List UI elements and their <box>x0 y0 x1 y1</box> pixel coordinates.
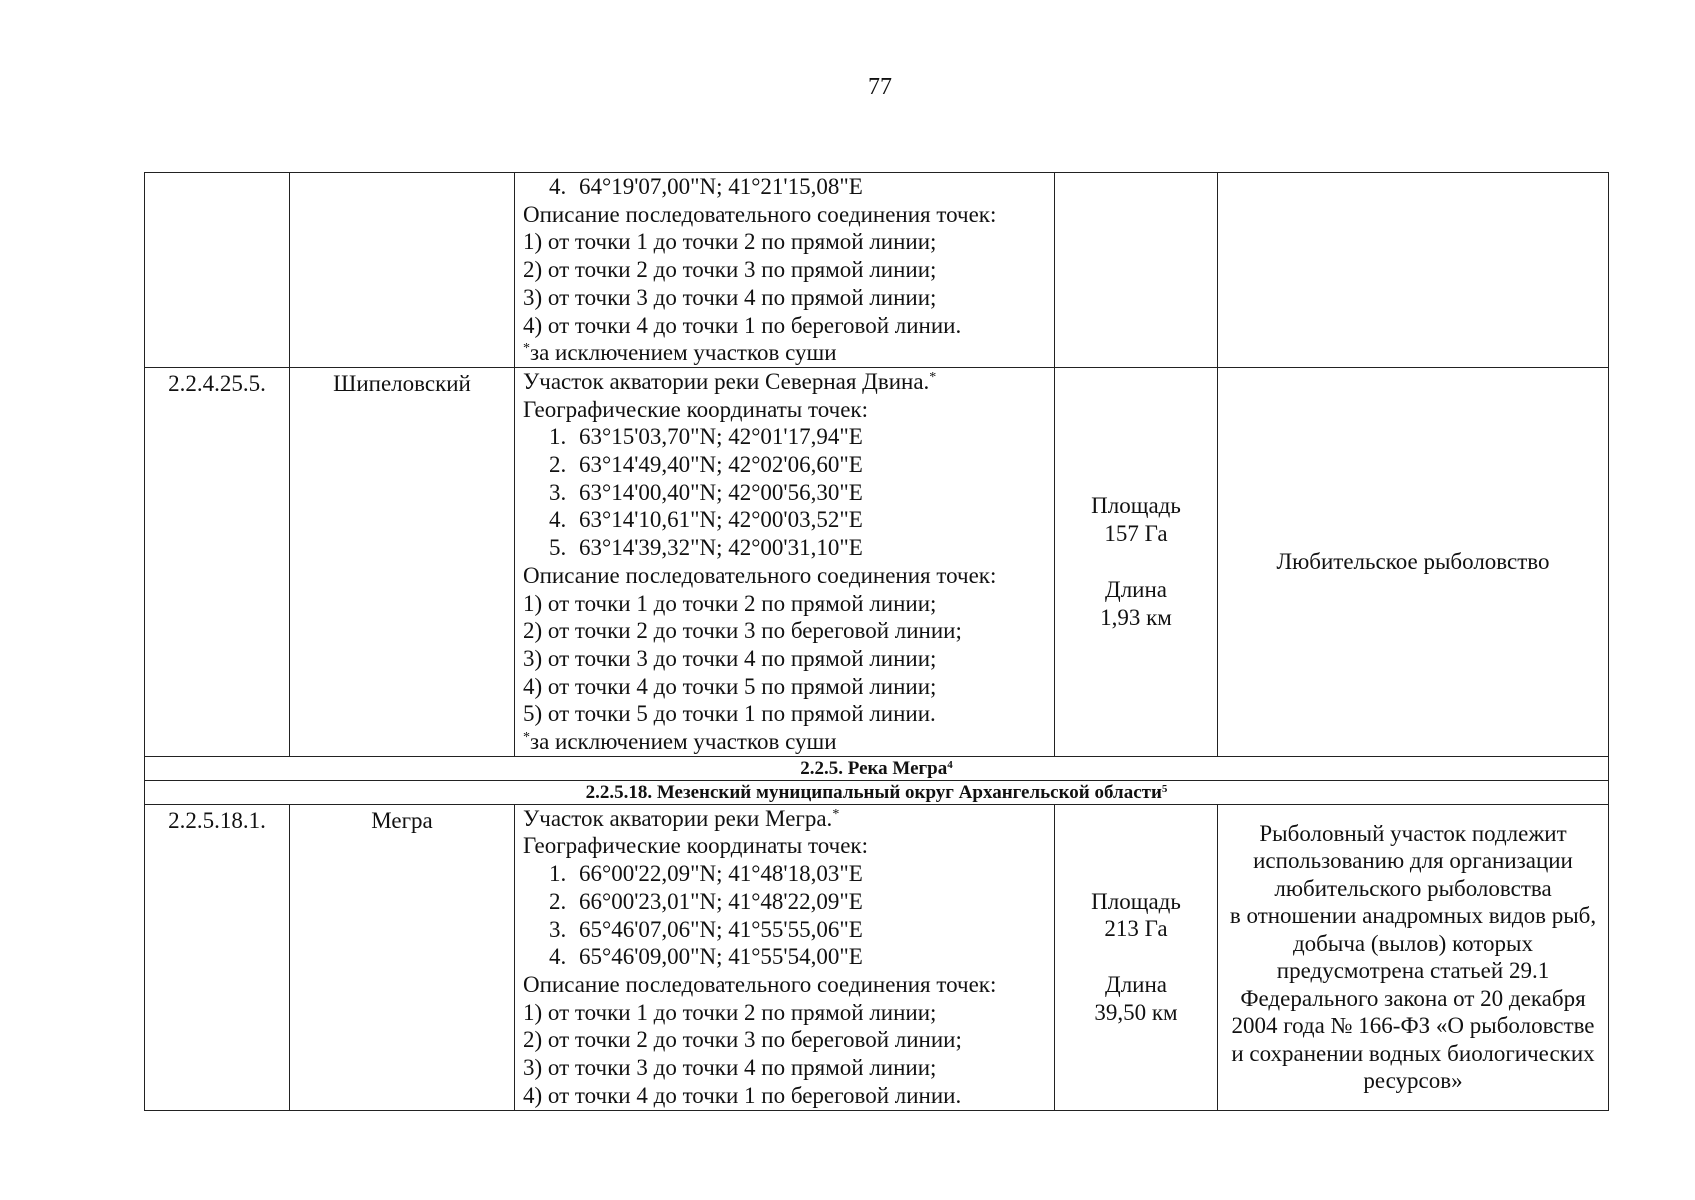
purpose-cell <box>1218 173 1609 368</box>
table-row-megra <box>145 804 1609 1110</box>
exclusion-note: *за исключением участков суши <box>523 729 837 755</box>
purpose-line: использованию для организации <box>1253 848 1573 874</box>
coordinate-point: 4. 65°46'09,00"N; 41°55'54,00"E <box>549 944 863 970</box>
purpose-cell: Любительское рыболовство <box>1218 367 1609 756</box>
purpose-line: Федерального закона от 20 декабря <box>1240 985 1586 1011</box>
section-title: 2.2.5.18. Мезенский муниципальный округ Архангельской области$^5$ <box>145 780 1609 804</box>
area-label: Площадь <box>1091 493 1181 519</box>
connection-item: 1) от точки 1 до точки 2 по прямой линии; <box>523 999 937 1025</box>
water-area-title: Участок акватории реки Мегра.* <box>523 805 840 831</box>
section-header-river <box>145 756 1609 780</box>
connection-item: 4) от точки 4 до точки 5 по прямой линии; <box>523 673 937 699</box>
purpose-line: Рыболовный участок подлежит <box>1259 820 1567 846</box>
length-label: Длина <box>1105 972 1167 998</box>
water-area-title: Участок акватории реки Северная Двина.* <box>523 368 937 394</box>
purpose-cell <box>1218 804 1609 1110</box>
area-value: 157 Га <box>1104 521 1168 547</box>
connection-item: 1) от точки 1 до точки 2 по прямой линии; <box>523 590 937 616</box>
code-cell: 2.2.5.18.1. <box>145 804 290 1110</box>
connection-heading: Описание последовательного соединения точек: <box>523 201 997 227</box>
metrics-cell <box>1055 173 1218 368</box>
name-cell: Мегра <box>290 804 515 1110</box>
coordinate-point: 3. 65°46'07,06"N; 41°55'55,06"E <box>549 916 863 942</box>
coordinate-point: 1. 63°15'03,70"N; 42°01'17,94"E <box>549 424 863 450</box>
length-value: 39,50 км <box>1094 999 1178 1025</box>
purpose-line: и сохранении водных биологических <box>1231 1040 1595 1066</box>
coordinate-point: 2. 66°00'23,01"N; 41°48'22,09"E <box>549 888 863 914</box>
connection-item: 3) от точки 3 до точки 4 по прямой линии; <box>523 645 937 671</box>
metrics-cell <box>1055 367 1218 756</box>
connection-item: 4) от точки 4 до точки 1 по береговой линии. <box>523 312 962 338</box>
connection-item: 2) от точки 2 до точки 3 по прямой линии; <box>523 257 937 283</box>
section-title: 2.2.5. Река Мегра$^4$ <box>145 756 1609 780</box>
description-cell <box>515 173 1055 368</box>
purpose-line: любительского рыболовства <box>1274 875 1552 901</box>
coordinate-point: 5. 63°14'39,32"N; 42°00'31,10"E <box>549 535 863 561</box>
area-value: 213 Га <box>1104 916 1168 942</box>
coordinate-point: 1. 66°00'22,09"N; 41°48'18,03"E <box>549 861 863 887</box>
name-cell <box>290 173 515 368</box>
code-cell: 2.2.4.25.5. <box>145 367 290 756</box>
purpose-line: 2004 года № 166-ФЗ «О рыболовстве <box>1231 1013 1595 1039</box>
connection-heading: Описание последовательного соединения точек: <box>523 562 997 588</box>
purpose-line: в отношении анадромных видов рыб, <box>1229 903 1597 929</box>
table-row-shipelovsky <box>145 367 1609 756</box>
coordinate-point: 4. 63°14'10,61"N; 42°00'03,52"E <box>549 507 863 533</box>
table-row-continued <box>145 173 1609 368</box>
purpose-line: добыча (вылов) которых <box>1292 930 1533 956</box>
description-cell <box>515 804 1055 1110</box>
description-cell <box>515 367 1055 756</box>
connection-item: 3) от точки 3 до точки 4 по прямой линии; <box>523 1055 937 1081</box>
coordinate-point: 3. 63°14'00,40"N; 42°00'56,30"E <box>549 479 863 505</box>
connection-item: 1) от точки 1 до точки 2 по прямой линии; <box>523 229 937 255</box>
purpose-line: ресурсов» <box>1363 1068 1463 1094</box>
connection-item: 4) от точки 4 до точки 1 по береговой линии. <box>523 1082 962 1108</box>
purpose-line: предусмотрена статьей 29.1 <box>1276 958 1550 984</box>
exclusion-note: *за исключением участков суши <box>523 340 837 366</box>
coordinate-point: 4. 64°19'07,00"N; 41°21'15,08"E <box>549 174 863 199</box>
coords-heading: Географические координаты точек: <box>523 396 868 422</box>
metrics-cell <box>1055 804 1218 1110</box>
connection-item: 5) от точки 5 до точки 1 по прямой линии. <box>523 701 936 727</box>
coords-heading: Географические координаты точек: <box>523 833 868 859</box>
fishing-areas-table <box>144 172 1609 1111</box>
connection-heading: Описание последовательного соединения точек: <box>523 971 997 997</box>
coordinate-point: 2. 63°14'49,40"N; 42°02'06,60"E <box>549 452 863 478</box>
connection-item: 2) от точки 2 до точки 3 по береговой линии; <box>523 618 962 644</box>
length-value: 1,93 км <box>1100 604 1172 630</box>
area-label: Площадь <box>1091 888 1181 914</box>
code-cell <box>145 173 290 368</box>
page-number: 77 <box>868 74 892 100</box>
connection-item: 2) от точки 2 до точки 3 по береговой линии; <box>523 1027 962 1053</box>
section-header-district <box>145 780 1609 804</box>
name-cell: Шипеловский <box>290 367 515 756</box>
connection-item: 3) от точки 3 до точки 4 по прямой линии; <box>523 284 937 310</box>
length-label: Длина <box>1105 576 1167 602</box>
